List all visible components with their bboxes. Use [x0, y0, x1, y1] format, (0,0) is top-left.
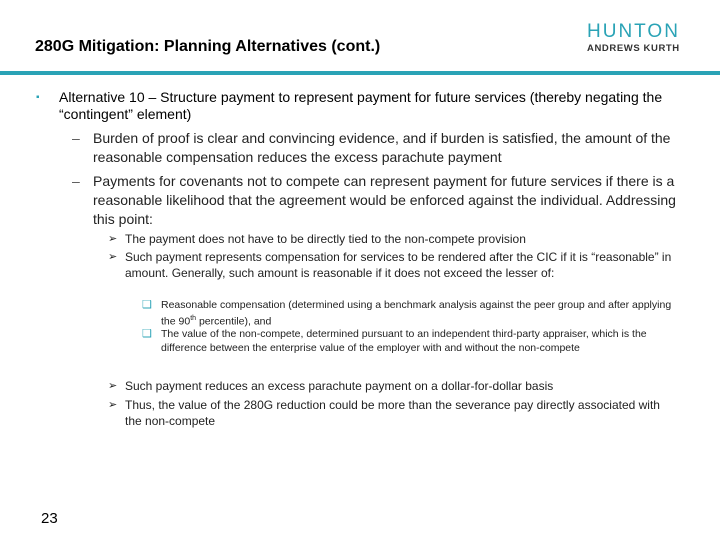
bullet-level3-not-directly-tied: [108, 231, 673, 247]
logo-line-2: ANDREWS KURTH: [587, 43, 680, 54]
header-divider: [0, 71, 720, 75]
bullet-text-part: Reasonable compensation (determined using a benchmark analysis against the peer group and after applying the 90: [161, 299, 672, 328]
bullet-level1-alternative-10: [36, 89, 676, 123]
arrow-bullet-icon: ➢: [108, 399, 118, 411]
logo-line-1: HUNTON: [587, 21, 680, 42]
bullet-text: Burden of proof is clear and convincing evidence, and if burden is satisfied, the amount of the reasonable compensation reduces the excess parachute payment: [93, 130, 671, 165]
bullet-level4-reasonable-compensation: [142, 298, 682, 329]
dash-bullet-icon: –: [72, 130, 80, 146]
arrow-bullet-icon: ➢: [108, 233, 118, 245]
bullet-text-part: percentile), and: [196, 315, 272, 328]
bullet-level3-such-payment-represents: [108, 249, 673, 281]
hunton-andrews-kurth-logo: [587, 22, 691, 55]
square-bullet-icon: ▪: [36, 92, 40, 103]
bullet-level2-covenants: [72, 172, 692, 229]
bullet-level3-dollar-for-dollar: [108, 378, 673, 394]
checkbox-bullet-icon: ❑: [142, 299, 152, 311]
checkbox-bullet-icon: ❑: [142, 328, 152, 340]
bullet-text: Such payment represents compensation for services to be rendered after the CIC if it is “reasonable” in amount. Generally, such amount is reasonable if it does not exceed the lesser of:: [125, 250, 672, 280]
dash-bullet-icon: –: [72, 173, 80, 189]
bullet-text: Payments for covenants not to compete can represent payment for future services if there is a reasonable likelihood that the agreement would be enforced against the individual. Addressing this point:: [93, 173, 676, 227]
arrow-bullet-icon: ➢: [108, 380, 118, 392]
bullet-text: The payment does not have to be directly tied to the non-compete provision: [125, 232, 526, 246]
page-title: 280G Mitigation: Planning Alternatives (cont.): [35, 38, 381, 55]
bullet-text: The value of the non-compete, determined pursuant to an independent third-party appraiser, which is the difference between the enterprise value of the employer with and without the non-compete: [161, 328, 647, 354]
bullet-text: [161, 298, 682, 329]
bullet-text: Thus, the value of the 280G reduction could be more than the severance pay directly associated with the non-compete: [125, 398, 660, 428]
superscript: th: [190, 315, 197, 322]
bullet-level3-value-of-reduction: [108, 397, 673, 429]
page-number: 23: [41, 510, 58, 527]
bullet-level2-burden-of-proof: [72, 129, 692, 167]
arrow-bullet-icon: ➢: [108, 251, 118, 263]
bullet-level4-noncompete-value: [142, 327, 682, 355]
bullet-text: Alternative 10 – Structure payment to represent payment for future services (thereby negating the “contingent” element): [59, 89, 663, 122]
bullet-text: Such payment reduces an excess parachute payment on a dollar-for-dollar basis: [125, 379, 554, 393]
